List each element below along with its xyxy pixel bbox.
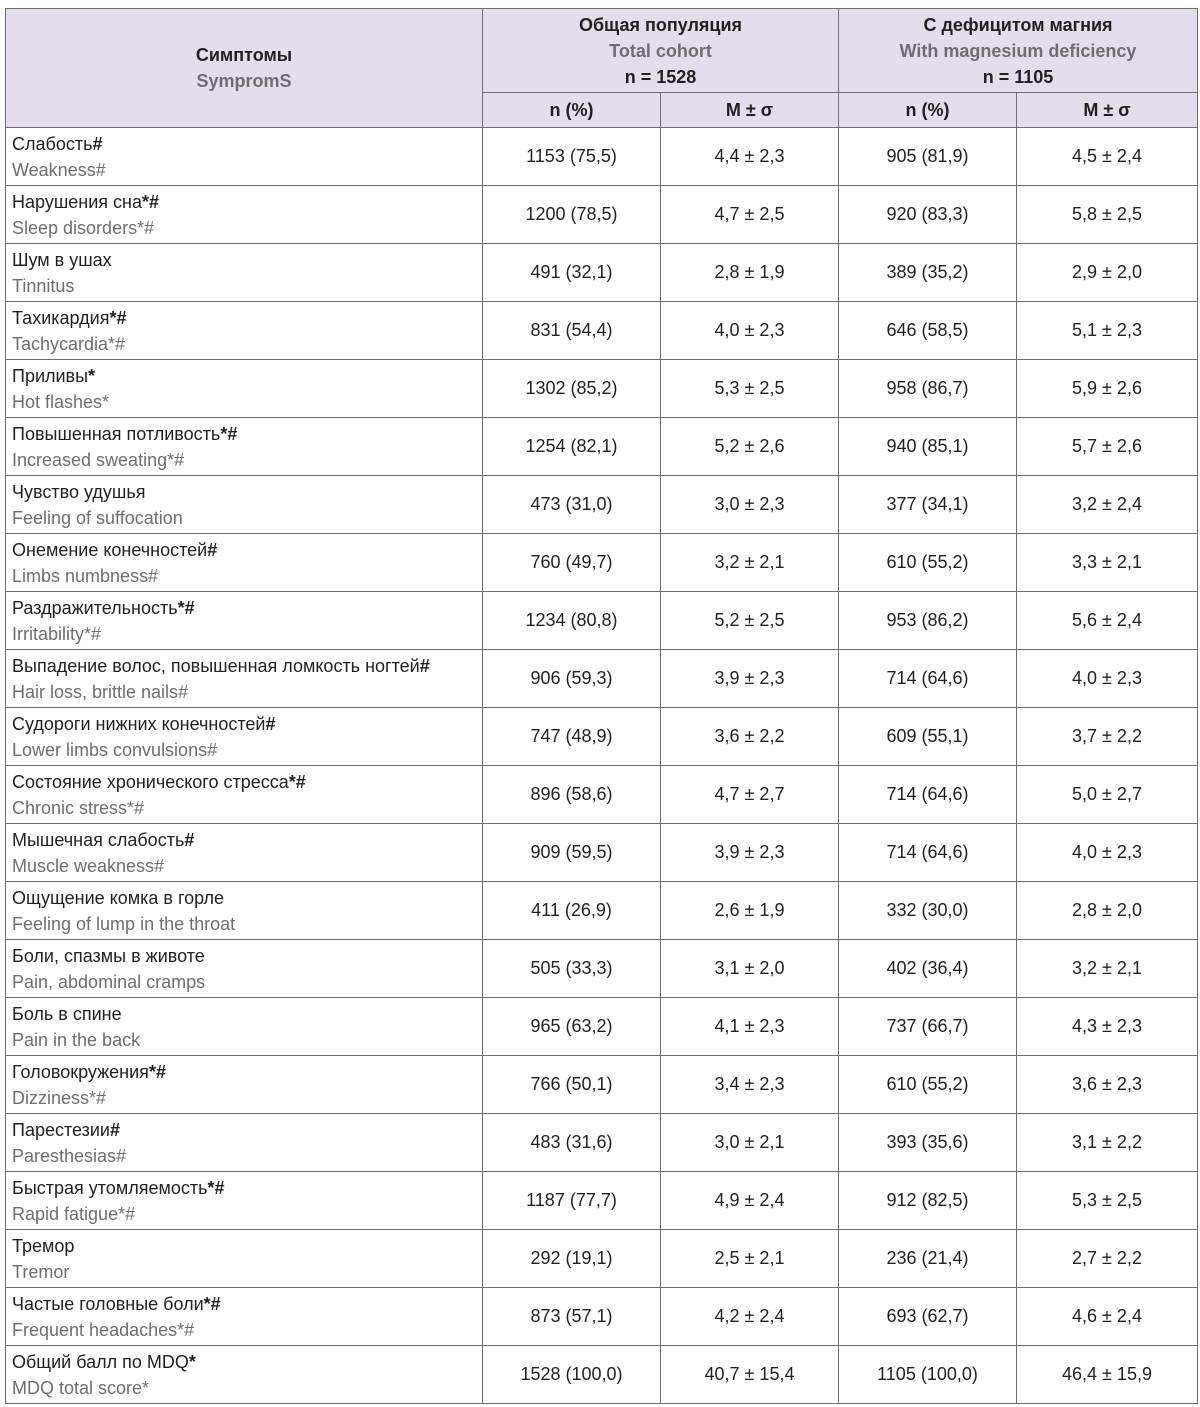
symptom-cell — [6, 1056, 483, 1114]
symptom-name-ru-line — [12, 827, 482, 853]
significance-marker-ru: *# — [141, 191, 159, 212]
symptom-name-en: Hot flashes — [12, 391, 103, 412]
total-n-percent-cell: 491 (32,1) — [483, 244, 661, 302]
deficiency-mean-sd-cell: 2,9 ± 2,0 — [1017, 244, 1198, 302]
deficiency-mean-sd-cell: 3,1 ± 2,2 — [1017, 1114, 1198, 1172]
symptom-cell — [6, 534, 483, 592]
total-n-percent-cell: 473 (31,0) — [483, 476, 661, 534]
significance-marker-en: *# — [137, 217, 155, 238]
symptom-name-ru: Головокружения — [12, 1061, 149, 1082]
symptom-cell — [6, 882, 483, 940]
symptom-name-en-line — [12, 1027, 482, 1053]
table-row — [6, 1230, 1198, 1288]
table-row — [6, 418, 1198, 476]
deficiency-mean-sd-cell: 3,6 ± 2,3 — [1017, 1056, 1198, 1114]
symptom-name-en-line — [12, 911, 482, 937]
total-mean-sd-cell: 4,7 ± 2,7 — [661, 766, 839, 824]
symptom-name-en: Rapid fatigue — [12, 1203, 119, 1224]
symptom-name-en: Paresthesias — [12, 1145, 117, 1166]
symptom-name-ru-line — [12, 1233, 482, 1259]
deficiency-n-percent-cell: 389 (35,2) — [839, 244, 1017, 302]
symptom-name-ru: Раздражительность — [12, 597, 178, 618]
total-n-percent-cell: 1200 (78,5) — [483, 186, 661, 244]
total-n-percent-cell: 906 (59,3) — [483, 650, 661, 708]
deficiency-mean-sd-cell: 3,2 ± 2,4 — [1017, 476, 1198, 534]
total-n-percent-cell: 1153 (75,5) — [483, 128, 661, 186]
col-n-percent-deficiency: n (%) — [839, 93, 1017, 128]
symptom-name-en: Tremor — [12, 1261, 70, 1282]
significance-marker-en: *# — [177, 1319, 195, 1340]
table-row — [6, 244, 1198, 302]
symptom-name-en-line — [12, 273, 482, 299]
symptom-name-ru-line — [12, 131, 482, 157]
symptom-name-en: Chronic stress — [12, 797, 128, 818]
total-mean-sd-cell: 4,4 ± 2,3 — [661, 128, 839, 186]
table-row — [6, 824, 1198, 882]
total-n-percent-cell: 747 (48,9) — [483, 708, 661, 766]
symptoms-header-ru: Симптомы — [195, 45, 293, 65]
symptom-name-ru-line — [12, 653, 482, 679]
total-n-percent-cell: 909 (59,5) — [483, 824, 661, 882]
symptom-name-ru: Боли, спазмы в животе — [12, 945, 205, 966]
total-mean-sd-cell: 5,2 ± 2,6 — [661, 418, 839, 476]
symptom-name-en-line — [12, 1317, 482, 1343]
total-n-percent-cell: 760 (49,7) — [483, 534, 661, 592]
symptom-name-en: Weakness — [12, 159, 96, 180]
symptom-name-ru-line — [12, 421, 482, 447]
table-row — [6, 128, 1198, 186]
symptom-name-en: Feeling of lump in the throat — [12, 913, 236, 934]
significance-marker-ru: # — [92, 133, 103, 154]
total-n-percent-cell: 896 (58,6) — [483, 766, 661, 824]
deficiency-mean-sd-cell: 2,7 ± 2,2 — [1017, 1230, 1198, 1288]
symptom-name-ru-line — [12, 537, 482, 563]
deficiency-n-percent-cell: 610 (55,2) — [839, 534, 1017, 592]
table-row — [6, 1114, 1198, 1172]
significance-marker-en: *# — [118, 1203, 136, 1224]
symptom-name-en-line — [12, 969, 482, 995]
symptom-name-ru: Мышечная слабость — [12, 829, 185, 850]
deficiency-mean-sd-cell: 3,3 ± 2,1 — [1017, 534, 1198, 592]
deficiency-n-percent-cell: 236 (21,4) — [839, 1230, 1017, 1288]
symptom-name-ru-line — [12, 479, 482, 505]
table-row — [6, 302, 1198, 360]
total-n-percent-cell: 1187 (77,7) — [483, 1172, 661, 1230]
table-header — [6, 9, 1198, 128]
symptom-name-ru: Частые головные боли — [12, 1293, 204, 1314]
deficiency-n-percent-cell: 953 (86,2) — [839, 592, 1017, 650]
total-mean-sd-cell: 4,7 ± 2,5 — [661, 186, 839, 244]
deficiency-n-percent-cell: 958 (86,7) — [839, 360, 1017, 418]
deficiency-mean-sd-cell: 4,3 ± 2,3 — [1017, 998, 1198, 1056]
symptom-name-en-line — [12, 389, 482, 415]
col-n-percent-total: n (%) — [483, 93, 661, 128]
symptoms-table — [5, 8, 1198, 1404]
total-mean-sd-cell: 3,9 ± 2,3 — [661, 650, 839, 708]
deficiency-mean-sd-cell: 5,1 ± 2,3 — [1017, 302, 1198, 360]
deficiency-n-percent-cell: 714 (64,6) — [839, 650, 1017, 708]
deficiency-mean-sd-cell: 4,5 ± 2,4 — [1017, 128, 1198, 186]
total-cohort-count: n = 1528 — [624, 66, 697, 87]
total-mean-sd-cell: 4,1 ± 2,3 — [661, 998, 839, 1056]
deficiency-mean-sd-cell: 4,0 ± 2,3 — [1017, 824, 1198, 882]
symptom-cell — [6, 650, 483, 708]
total-mean-sd-cell: 3,6 ± 2,2 — [661, 708, 839, 766]
symptom-name-ru-line — [12, 1001, 482, 1027]
symptom-name-ru: Общий балл по MDQ — [12, 1351, 189, 1372]
table-row — [6, 534, 1198, 592]
symptom-name-ru-line — [12, 1117, 482, 1143]
significance-marker-en: *# — [108, 333, 126, 354]
symptom-name-ru-line — [12, 885, 482, 911]
table-row — [6, 882, 1198, 940]
symptom-name-ru: Состояние хронического стресса — [12, 771, 289, 792]
total-mean-sd-cell: 3,4 ± 2,3 — [661, 1056, 839, 1114]
significance-marker-en: * — [142, 1377, 150, 1398]
symptom-cell — [6, 592, 483, 650]
symptom-name-en-line — [12, 505, 482, 531]
symptom-name-en-line — [12, 679, 482, 705]
symptom-name-ru: Слабость — [12, 133, 93, 154]
symptom-name-en-line — [12, 621, 482, 647]
significance-marker-ru: *# — [109, 307, 127, 328]
table-row — [6, 1288, 1198, 1346]
col-mean-sd-total: M ± σ — [661, 93, 839, 128]
significance-marker-en: # — [154, 855, 165, 876]
total-mean-sd-cell: 2,8 ± 1,9 — [661, 244, 839, 302]
symptom-name-en: Dizziness — [12, 1087, 90, 1108]
symptom-name-ru: Онемение конечностей — [12, 539, 208, 560]
total-n-percent-cell: 292 (19,1) — [483, 1230, 661, 1288]
symptom-cell — [6, 708, 483, 766]
deficiency-mean-sd-cell: 3,7 ± 2,2 — [1017, 708, 1198, 766]
symptom-name-ru-line — [12, 189, 482, 215]
total-mean-sd-cell: 4,0 ± 2,3 — [661, 302, 839, 360]
deficiency-n-percent-cell: 377 (34,1) — [839, 476, 1017, 534]
deficiency-mean-sd-cell: 4,6 ± 2,4 — [1017, 1288, 1198, 1346]
deficiency-n-percent-cell: 1105 (100,0) — [839, 1346, 1017, 1404]
symptom-cell — [6, 186, 483, 244]
symptom-name-ru: Приливы — [12, 365, 89, 386]
total-cohort-header — [483, 9, 839, 93]
symptom-cell — [6, 360, 483, 418]
deficiency-n-percent-cell: 609 (55,1) — [839, 708, 1017, 766]
total-mean-sd-cell: 3,9 ± 2,3 — [661, 824, 839, 882]
significance-marker-ru: *# — [220, 423, 238, 444]
symptom-cell — [6, 1288, 483, 1346]
significance-marker-ru: *# — [177, 597, 195, 618]
symptom-name-ru-line — [12, 711, 482, 737]
symptom-name-en: Pain, abdominal cramps — [12, 971, 206, 992]
deficiency-n-percent-cell: 693 (62,7) — [839, 1288, 1017, 1346]
symptom-name-ru-line — [12, 943, 482, 969]
significance-marker-en: # — [116, 1145, 127, 1166]
deficiency-n-percent-cell: 940 (85,1) — [839, 418, 1017, 476]
table-row — [6, 592, 1198, 650]
table-row — [6, 1056, 1198, 1114]
symptom-name-en: Lower limbs convulsions — [12, 739, 208, 760]
deficiency-n-percent-cell: 920 (83,3) — [839, 186, 1017, 244]
symptom-name-ru: Ощущение комка в горле — [12, 887, 225, 908]
symptom-name-ru-line — [12, 1291, 482, 1317]
deficiency-mean-sd-cell: 5,8 ± 2,5 — [1017, 186, 1198, 244]
total-n-percent-cell: 873 (57,1) — [483, 1288, 661, 1346]
symptom-name-ru: Повышенная потливость — [12, 423, 221, 444]
significance-marker-en: # — [148, 565, 159, 586]
symptom-name-en-line — [12, 1085, 482, 1111]
table-body — [6, 128, 1198, 1404]
total-mean-sd-cell: 5,3 ± 2,5 — [661, 360, 839, 418]
symptom-name-ru: Боль в спине — [12, 1003, 122, 1024]
symptom-name-ru: Тахикардия — [12, 307, 110, 328]
total-n-percent-cell: 1254 (82,1) — [483, 418, 661, 476]
symptom-name-en: Tachycardia — [12, 333, 109, 354]
symptom-name-en: Sleep disorders — [12, 217, 138, 238]
total-n-percent-cell: 831 (54,4) — [483, 302, 661, 360]
significance-marker-ru: * — [188, 1351, 196, 1372]
significance-marker-ru: # — [110, 1119, 121, 1140]
symptom-name-ru-line — [12, 247, 482, 273]
col-mean-sd-deficiency: M ± σ — [1017, 93, 1198, 128]
symptom-name-en: Hair loss, brittle nails — [12, 681, 179, 702]
total-mean-sd-cell: 2,6 ± 1,9 — [661, 882, 839, 940]
deficiency-mean-sd-cell: 5,0 ± 2,7 — [1017, 766, 1198, 824]
symptom-name-ru-line — [12, 1175, 482, 1201]
symptom-name-ru-line — [12, 363, 482, 389]
significance-marker-ru: # — [184, 829, 195, 850]
total-mean-sd-cell: 3,1 ± 2,0 — [661, 940, 839, 998]
symptom-name-ru-line — [12, 1059, 482, 1085]
symptom-cell — [6, 940, 483, 998]
symptom-cell — [6, 1114, 483, 1172]
symptom-name-en-line — [12, 447, 482, 473]
deficiency-n-percent-cell: 610 (55,2) — [839, 1056, 1017, 1114]
deficiency-n-percent-cell: 737 (66,7) — [839, 998, 1017, 1056]
significance-marker-en: *# — [127, 797, 145, 818]
total-mean-sd-cell: 3,2 ± 2,1 — [661, 534, 839, 592]
symptoms-header-en: SympromS — [196, 71, 292, 91]
total-cohort-header-ru: Общая популяция — [578, 14, 743, 35]
symptom-name-ru-line — [12, 1349, 482, 1375]
symptom-name-en: Increased sweating — [12, 449, 168, 470]
table-row — [6, 476, 1198, 534]
deficiency-n-percent-cell: 646 (58,5) — [839, 302, 1017, 360]
deficiency-header-en: With magnesium deficiency — [899, 40, 1137, 61]
deficiency-mean-sd-cell: 5,3 ± 2,5 — [1017, 1172, 1198, 1230]
deficiency-n-percent-cell: 402 (36,4) — [839, 940, 1017, 998]
deficiency-n-percent-cell: 714 (64,6) — [839, 824, 1017, 882]
symptom-name-en-line — [12, 1375, 482, 1401]
table-row — [6, 1346, 1198, 1404]
symptom-name-en-line — [12, 1143, 482, 1169]
table-row — [6, 1172, 1198, 1230]
significance-marker-ru: *# — [148, 1061, 166, 1082]
significance-marker-en: # — [207, 739, 218, 760]
deficiency-mean-sd-cell: 4,0 ± 2,3 — [1017, 650, 1198, 708]
deficiency-n-percent-cell: 714 (64,6) — [839, 766, 1017, 824]
significance-marker-ru: *# — [288, 771, 306, 792]
symptom-name-ru: Чувство удушья — [12, 481, 146, 502]
deficiency-mean-sd-cell: 5,9 ± 2,6 — [1017, 360, 1198, 418]
symptom-name-en: Irritability — [12, 623, 85, 644]
total-n-percent-cell: 411 (26,9) — [483, 882, 661, 940]
table-row — [6, 186, 1198, 244]
significance-marker-ru: *# — [207, 1177, 225, 1198]
total-n-percent-cell: 1302 (85,2) — [483, 360, 661, 418]
symptom-name-ru: Быстрая утомляемость — [12, 1177, 208, 1198]
deficiency-n-percent-cell: 905 (81,9) — [839, 128, 1017, 186]
table-row — [6, 708, 1198, 766]
symptom-name-en-line — [12, 331, 482, 357]
total-mean-sd-cell: 40,7 ± 15,4 — [661, 1346, 839, 1404]
symptom-name-ru: Выпадение волос, повышенная ломкость ногтей — [12, 655, 420, 676]
deficiency-n-percent-cell: 393 (35,6) — [839, 1114, 1017, 1172]
symptom-name-ru: Судороги нижних конечностей — [12, 713, 266, 734]
significance-marker-en: # — [178, 681, 189, 702]
symptom-cell — [6, 476, 483, 534]
deficiency-mean-sd-cell: 3,2 ± 2,1 — [1017, 940, 1198, 998]
significance-marker-ru: # — [419, 655, 430, 676]
symptom-name-ru-line — [12, 769, 482, 795]
total-n-percent-cell: 483 (31,6) — [483, 1114, 661, 1172]
symptom-cell — [6, 1346, 483, 1404]
symptom-name-en: Tinnitus — [12, 275, 75, 296]
symptom-name-en-line — [12, 215, 482, 241]
symptom-name-en: Muscle weakness — [12, 855, 155, 876]
symptom-cell — [6, 244, 483, 302]
total-mean-sd-cell: 3,0 ± 2,1 — [661, 1114, 839, 1172]
symptom-cell — [6, 1230, 483, 1288]
deficiency-mean-sd-cell: 2,8 ± 2,0 — [1017, 882, 1198, 940]
symptom-name-ru: Нарушения сна — [12, 191, 142, 212]
significance-marker-en: # — [95, 159, 106, 180]
symptom-name-en-line — [12, 1201, 482, 1227]
symptom-name-en: MDQ total score — [12, 1377, 143, 1398]
total-mean-sd-cell: 5,2 ± 2,5 — [661, 592, 839, 650]
significance-marker-en: *# — [84, 623, 102, 644]
total-mean-sd-cell: 4,9 ± 2,4 — [661, 1172, 839, 1230]
significance-marker-ru: *# — [203, 1293, 221, 1314]
symptom-name-ru: Тремор — [12, 1235, 75, 1256]
total-mean-sd-cell: 4,2 ± 2,4 — [661, 1288, 839, 1346]
total-n-percent-cell: 965 (63,2) — [483, 998, 661, 1056]
symptom-name-en: Limbs numbness — [12, 565, 149, 586]
deficiency-cohort-count: n = 1105 — [982, 66, 1054, 87]
symptom-name-en: Feeling of suffocation — [12, 507, 183, 528]
significance-marker-ru: # — [207, 539, 218, 560]
symptom-name-en-line — [12, 157, 482, 183]
deficiency-n-percent-cell: 332 (30,0) — [839, 882, 1017, 940]
symptom-cell — [6, 766, 483, 824]
significance-marker-en: *# — [89, 1087, 107, 1108]
total-n-percent-cell: 505 (33,3) — [483, 940, 661, 998]
symptom-name-en-line — [12, 853, 482, 879]
deficiency-n-percent-cell: 912 (82,5) — [839, 1172, 1017, 1230]
symptom-cell — [6, 418, 483, 476]
deficiency-header-ru: С дефицитом магния — [923, 14, 1113, 35]
symptom-name-en-line — [12, 795, 482, 821]
deficiency-mean-sd-cell: 5,7 ± 2,6 — [1017, 418, 1198, 476]
symptom-cell — [6, 998, 483, 1056]
table-row — [6, 998, 1198, 1056]
symptom-name-en: Pain in the back — [12, 1029, 141, 1050]
symptom-name-ru-line — [12, 595, 482, 621]
deficiency-cohort-header — [839, 9, 1198, 93]
table-row — [6, 360, 1198, 418]
symptom-name-ru-line — [12, 305, 482, 331]
symptom-cell — [6, 1172, 483, 1230]
total-n-percent-cell: 766 (50,1) — [483, 1056, 661, 1114]
total-n-percent-cell: 1234 (80,8) — [483, 592, 661, 650]
symptom-cell — [6, 302, 483, 360]
deficiency-mean-sd-cell: 5,6 ± 2,4 — [1017, 592, 1198, 650]
significance-marker-en: *# — [167, 449, 185, 470]
deficiency-mean-sd-cell: 46,4 ± 15,9 — [1017, 1346, 1198, 1404]
significance-marker-en: * — [102, 391, 110, 412]
symptom-name-ru: Парестезии — [12, 1119, 110, 1140]
total-cohort-header-en: Total cohort — [609, 40, 712, 61]
symptom-name-en-line — [12, 1259, 482, 1285]
symptoms-column-header — [6, 9, 483, 128]
total-mean-sd-cell: 2,5 ± 2,1 — [661, 1230, 839, 1288]
symptom-cell — [6, 824, 483, 882]
total-mean-sd-cell: 3,0 ± 2,3 — [661, 476, 839, 534]
symptom-name-en-line — [12, 737, 482, 763]
table-row — [6, 766, 1198, 824]
total-n-percent-cell: 1528 (100,0) — [483, 1346, 661, 1404]
significance-marker-ru: * — [88, 365, 96, 386]
table-row — [6, 650, 1198, 708]
symptom-name-ru: Шум в ушах — [12, 249, 112, 270]
table-row — [6, 940, 1198, 998]
symptom-name-en-line — [12, 563, 482, 589]
significance-marker-ru: # — [265, 713, 276, 734]
symptom-cell — [6, 128, 483, 186]
symptom-name-en: Frequent headaches — [12, 1319, 178, 1340]
